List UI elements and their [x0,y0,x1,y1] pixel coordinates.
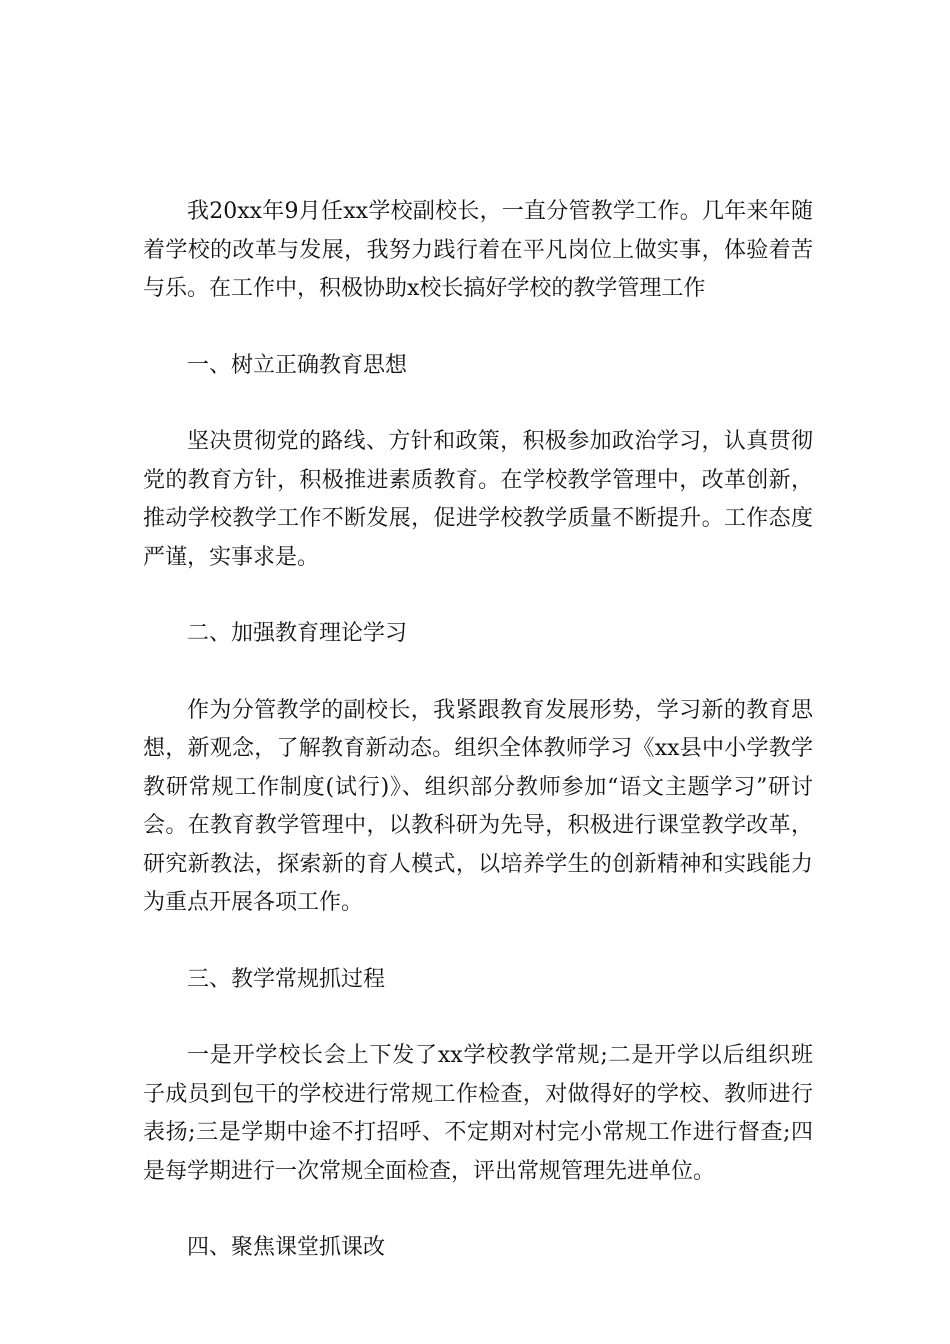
section-2-paragraph: 作为分管教学的副校长，我紧跟教育发展形势，学习新的教育思想，新观念，了解教育新动态。组织全体教师学习《xx县中小学教学教研常规工作制度(试行)》、组织部分教师参加“语文主题学习”研讨会。在教育教学管理中，以教科研为先导，积极进行课堂教学改革，研究新教法，探索新的育人模式，以培养学生的创新精神和实践能力为重点开展各项工作。 [143,697,813,915]
section-heading-4: 四、聚焦课堂抓课改 [187,1235,386,1260]
intro-paragraph: 我20xx年9月任xx学校副校长，一直分管教学工作。几年来年随着学校的改革与发展，我努力践行着在平凡岗位上做实事，体验着苦与乐。在工作中，积极协助x校长搞好学校的教学管理工作 [143,199,813,301]
document-body [143,193,813,1306]
section-heading-3: 三、教学常规抓过程 [187,966,386,992]
section-3-paragraph: 一是开学校长会上下发了xx学校教学常规;二是开学以后组织班子成员到包干的学校进行常规工作检查，对做得好的学校、教师进行表扬;三是学期中途不打招呼、不定期对村完小常规工作进行督查;四是每学期进行一次常规全面检查，评出常规管理先进单位。 [143,1043,813,1184]
section-heading-2: 二、加强教育理论学习 [187,621,408,646]
section-heading-1: 一、树立正确教育思想 [187,352,408,378]
section-1-paragraph: 坚决贯彻党的路线、方针和政策，积极参加政治学习，认真贯彻党的教育方针，积极推进素质教育。在学校教学管理中，改革创新，推动学校教学工作不断发展，促进学校教学质量不断提升。工作态度严谨，实事求是。 [143,429,813,570]
